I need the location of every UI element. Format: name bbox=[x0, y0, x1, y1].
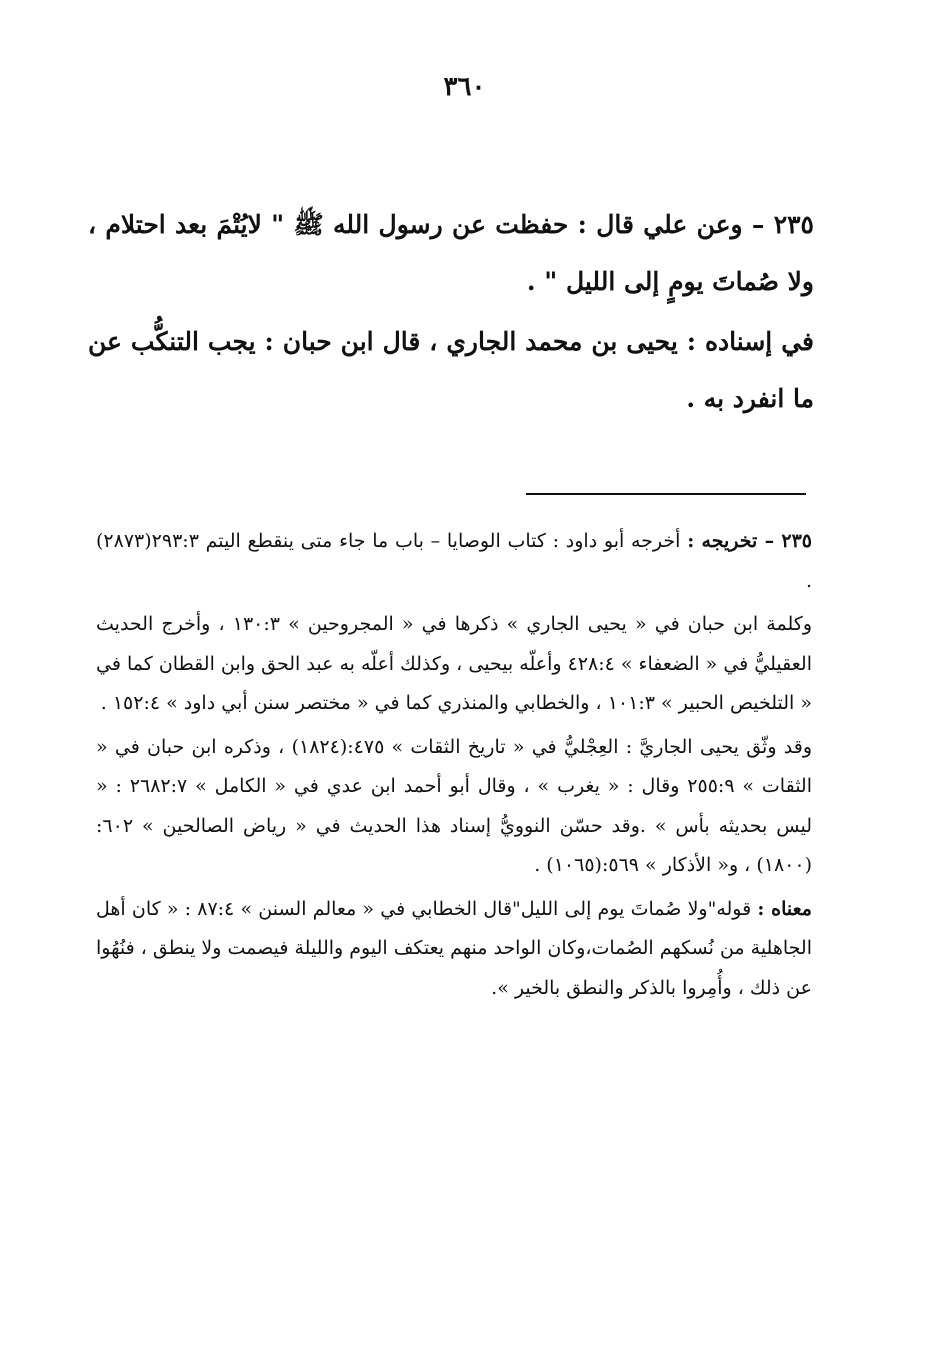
meaning-paragraph bbox=[96, 890, 812, 1009]
meaning-label: معناه : bbox=[757, 897, 812, 920]
meaning-text: قوله"ولا صُماتَ يوم إلى الليل"قال الخطابي في « معالم السنن » ٨٧:٤ : « كان أهل الجاهلية من نُسكهم الصُمات،وكان الواحد منهم يعتكف اليوم والليلة فيصمت ولا ينطق ، فنُهُوا عن ذلك ، وأُمِروا بالذكر والنطق بالخير ». bbox=[96, 897, 812, 999]
takhrij-text: أخرجه أبو داود : كتاب الوصايا – باب ما جاء متى ينقطع اليتم ٢٩٣:٣(٢٨٧٣) . bbox=[96, 530, 812, 592]
takhrij-paragraph bbox=[96, 522, 812, 601]
hadith-text: ٢٣٥ – وعن علي قال : حفظت عن رسول الله ﷺ " لايُتْمَ بعد احتلام ، ولا صُماتَ يومٍ إلى الليل " . bbox=[88, 210, 814, 296]
isnad-text: في إسناده : يحيى بن محمد الجاري ، قال ابن حبان : يجب التنكُّب عن ما انفرد به . bbox=[88, 327, 814, 413]
tawthiq-paragraph: وقد وثّق يحيى الجاريَّ : العِجْليُّ في « تاريخ الثقات » ٤٧٥:(١٨٢٤) ، وذكره ابن حبان في « الثقات » ٢٥٥:٩ وقال : « يغرب » ، وقال أبو أحمد ابن عدي في « الكامل » ٢٦٨٢:٧ : « ليس بحديثه بأس » .وقد حسّن النوويُّ إسناد هذا الحديث في « رياض الصالحين » ٦٠٢:(١٨٠٠) ، و« الأذكار » ٥٦٩:(١٠٦٥) . bbox=[96, 735, 813, 876]
kalima-paragraph: وكلمة ابن حبان في « يحيى الجاري » ذكرها في « المجروحين » ١٣٠:٣ ، وأخرج الحديث العقيليُّ في « الضعفاء » ٤٢٨:٤ وأعلّه بيحيى ، وكذلك أعلّه به عبد الحق وابن القطان كما في « التلخيص الحبير » ١٠١:٣ ، والخطابي والمنذري كما في « مختصر سنن أبي داود » ١٥٢:٤ . bbox=[96, 613, 812, 714]
takhrij-label: ٢٣٥ – تخريجه : bbox=[687, 530, 813, 552]
footnotes bbox=[96, 522, 812, 1008]
footnote-divider bbox=[526, 493, 806, 495]
main-text bbox=[88, 196, 814, 427]
page-number: ٣٦٠ bbox=[443, 72, 486, 102]
